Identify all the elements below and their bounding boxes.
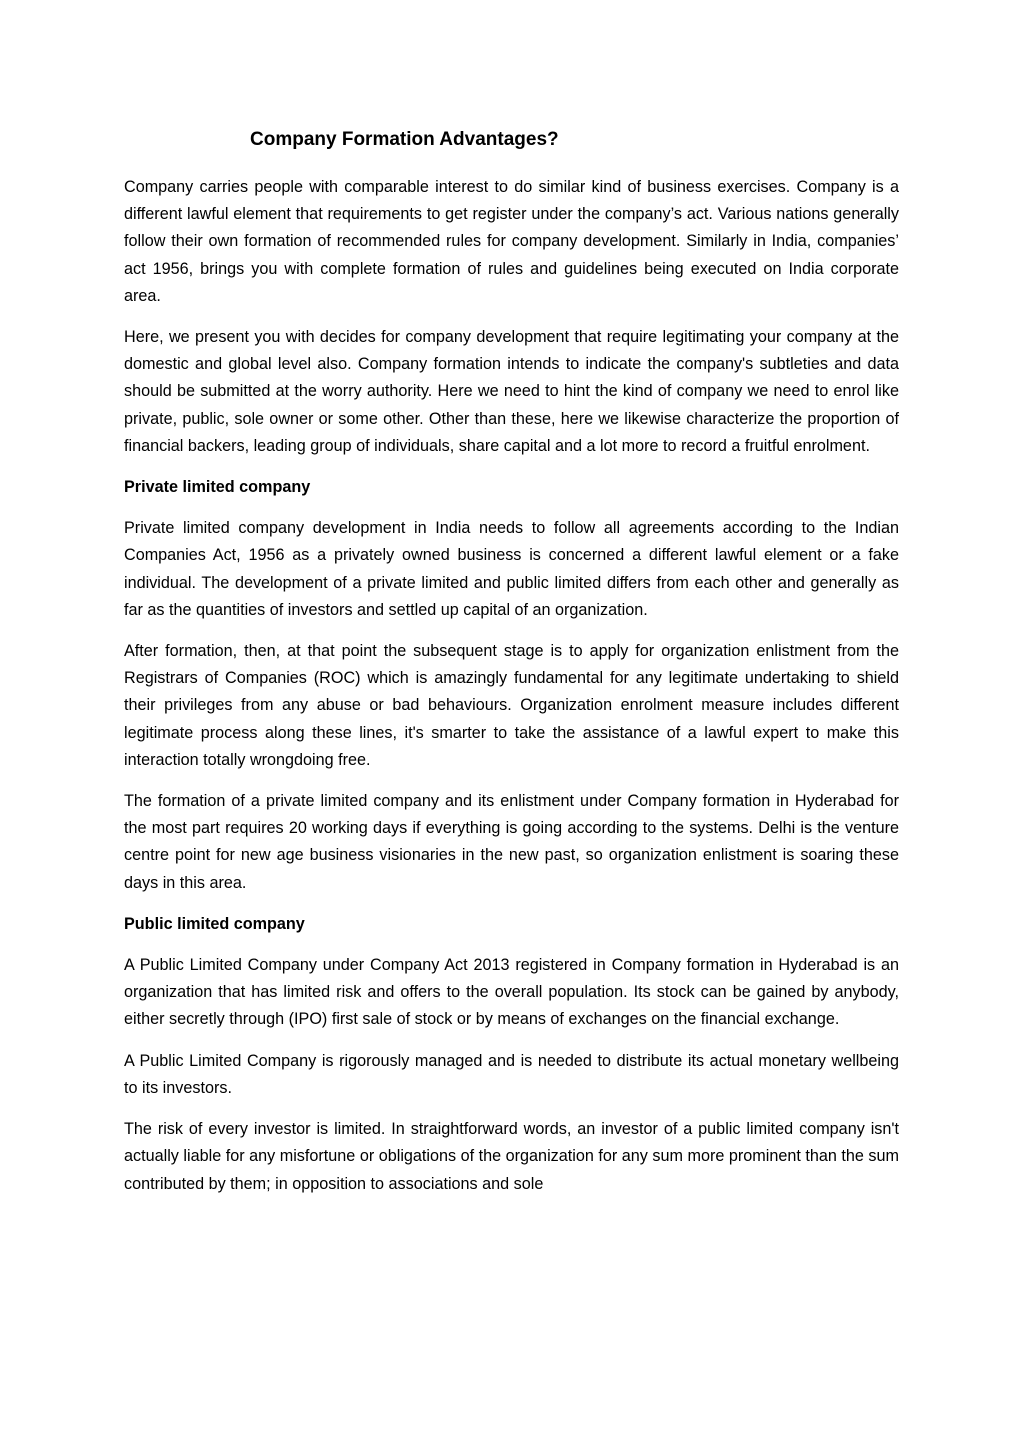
page-title: Company Formation Advantages?	[250, 129, 559, 150]
paragraph: The formation of a private limited company and its enlistment under Company formation in Hyderabad for the most part requires 20 working days if everything is going according to the systems. Delhi is the venture centre point for new age business visionaries in the new past, so organization enlistment is soaring these days in this area.	[124, 792, 899, 892]
document-page	[124, 126, 899, 1212]
paragraph: Private limited company development in India needs to follow all agreements according to the Indian Companies Act, 1956 as a privately owned business is concerned a different lawful element or a fake individual. The development of a private limited and public limited differs from each other and generally as far as the quantities of investors and settled up capital of an organization.	[124, 519, 899, 619]
paragraph: Company carries people with comparable interest to do similar kind of business exercises. Company is a different lawful element that requirements to get register under the company’s act. Various nations generally follow their own formation of recommended rules for company development. Similarly in India, companies’ act 1956, brings you with complete formation of rules and guidelines being executed on India corporate area.	[124, 178, 899, 305]
section-heading-private: Private limited company	[124, 478, 311, 497]
paragraph: After formation, then, at that point the subsequent stage is to apply for organization enlistment from the Registrars of Companies (ROC) which is amazingly fundamental for any legitimate undertaking to shield their privileges from any abuse or bad behaviours. Organization enrolment measure includes different legitimate process along these lines, it's smarter to take the assistance of a lawful expert to make this interaction totally wrongdoing free.	[124, 642, 899, 769]
paragraph: A Public Limited Company under Company Act 2013 registered in Company formation in Hyderabad is an organization that has limited risk and offers to the overall population. Its stock can be gained by anybody, either secretly through (IPO) first sale of stock or by means of exchanges on the financial exchange.	[124, 956, 899, 1029]
paragraph: A Public Limited Company is rigorously managed and is needed to distribute its actual monetary wellbeing to its investors.	[124, 1051, 899, 1097]
section-heading-public: Public limited company	[124, 914, 305, 933]
paragraph: Here, we present you with decides for company development that require legitimating your company at the domestic and global level also. Company formation intends to indicate the company's subtleties and data should be submitted at the worry authority. Here we need to hint the kind of company we need to enrol like private, public, sole owner or some other. Other than these, here we likewise characterize the proportion of financial backers, leading group of individuals, share capital and a lot more to record a fruitful enrolment.	[124, 328, 899, 455]
paragraph: The risk of every investor is limited. In straightforward words, an investor of a public limited company isn't actually liable for any misfortune or obligations of the organization for any sum more prominent than the sum contributed by them; in opposition to associations and sole	[124, 1120, 899, 1193]
